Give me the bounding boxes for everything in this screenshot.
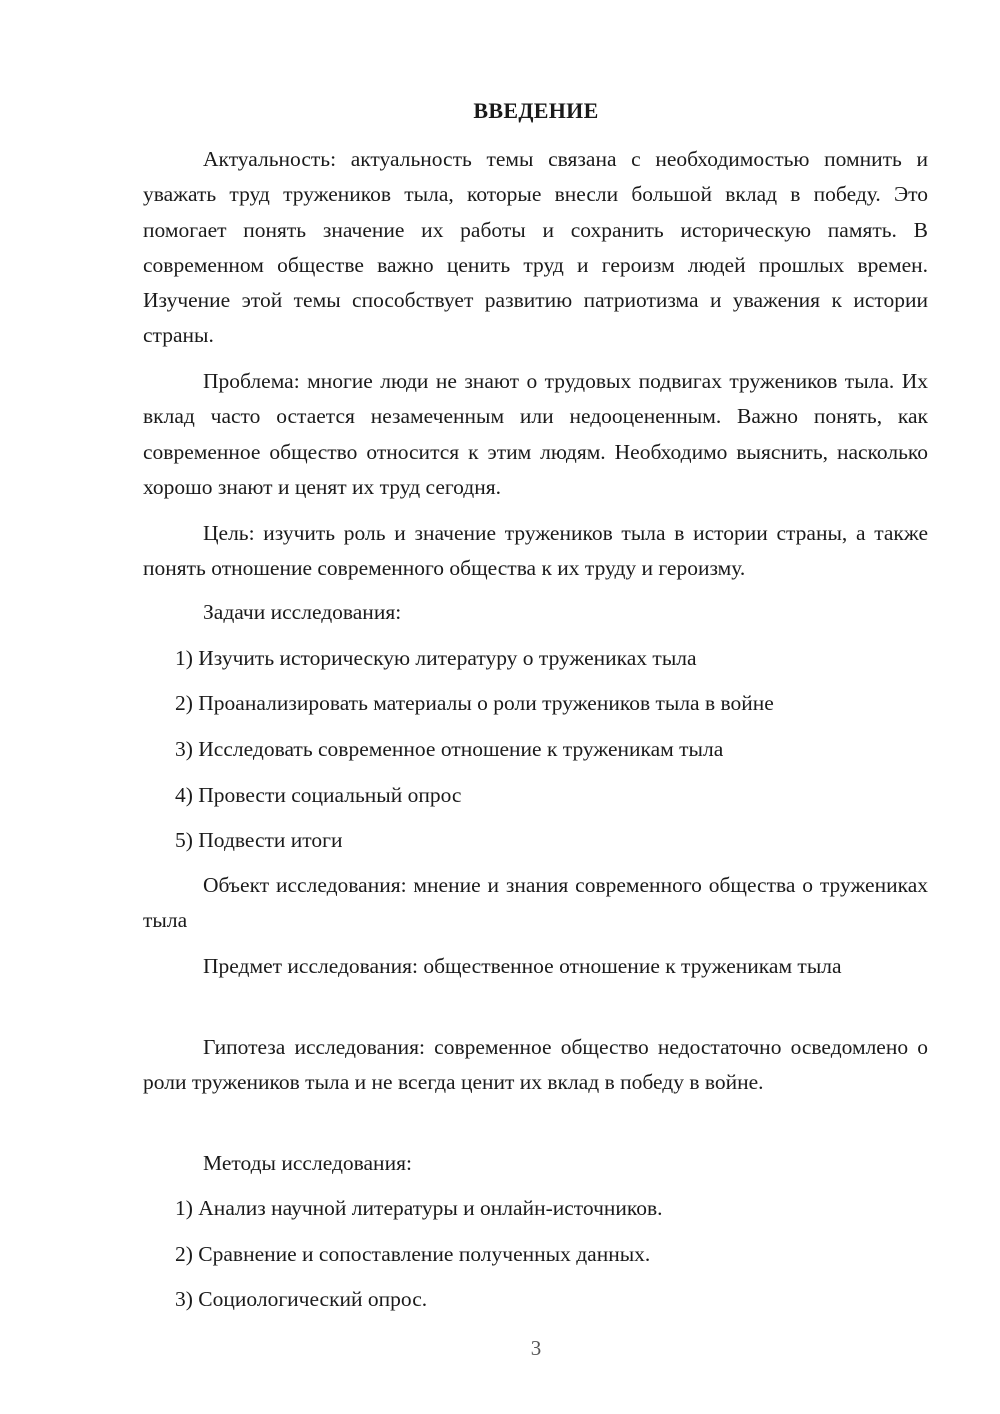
task-item: 3) Исследовать современное отношение к труженикам тыла bbox=[175, 737, 724, 761]
method-item: 1) Анализ научной литературы и онлайн-источников. bbox=[175, 1196, 663, 1220]
methods-heading: Методы исследования: bbox=[203, 1151, 412, 1175]
task-item: 5) Подвести итоги bbox=[175, 828, 343, 852]
hypothesis-paragraph: Гипотеза исследования: современное общество недостаточно осведомлено о роли тружеников тыла и не всегда ценит их вклад в победу в войне. bbox=[143, 1035, 928, 1095]
page-number: 3 bbox=[530, 1336, 542, 1360]
goal-paragraph: Цель: изучить роль и значение тружеников тыла в истории страны, а также понять отношение современного общества к их труду и героизму. bbox=[143, 521, 928, 581]
section-title: ВВЕДЕНИЕ bbox=[473, 98, 599, 123]
tasks-heading: Задачи исследования: bbox=[203, 600, 402, 624]
task-item: 2) Проанализировать материалы о роли тружеников тыла в войне bbox=[175, 691, 774, 715]
task-item: 4) Провести социальный опрос bbox=[175, 783, 462, 807]
task-item: 1) Изучить историческую литературу о тружениках тыла bbox=[175, 646, 697, 670]
subject-paragraph: Предмет исследования: общественное отношение к труженикам тыла bbox=[203, 954, 842, 978]
method-item: 2) Сравнение и сопоставление полученных данных. bbox=[175, 1242, 651, 1266]
object-paragraph: Объект исследования: мнение и знания современного общества о тружениках тыла bbox=[143, 873, 928, 933]
relevance-paragraph: Актуальность: актуальность темы связана с необходимостью помнить и уважать труд тружеников тыла, которые внесли большой вклад в победу. Это помогает понять значение их работы и сохранить историческую память. В современном обществе важно ценить труд и героизм людей прошлых времен. Изучение этой темы способствует развитию патриотизма и уважения к истории страны. bbox=[143, 147, 928, 348]
problem-paragraph: Проблема: многие люди не знают о трудовых подвигах тружеников тыла. Их вклад часто остается незамеченным или недооцененным. Важно понять, как современное общество относится к этим людям. Необходимо выяснить, насколько хорошо знают и ценят их труд сегодня. bbox=[143, 369, 928, 499]
method-item: 3) Социологический опрос. bbox=[175, 1287, 428, 1311]
